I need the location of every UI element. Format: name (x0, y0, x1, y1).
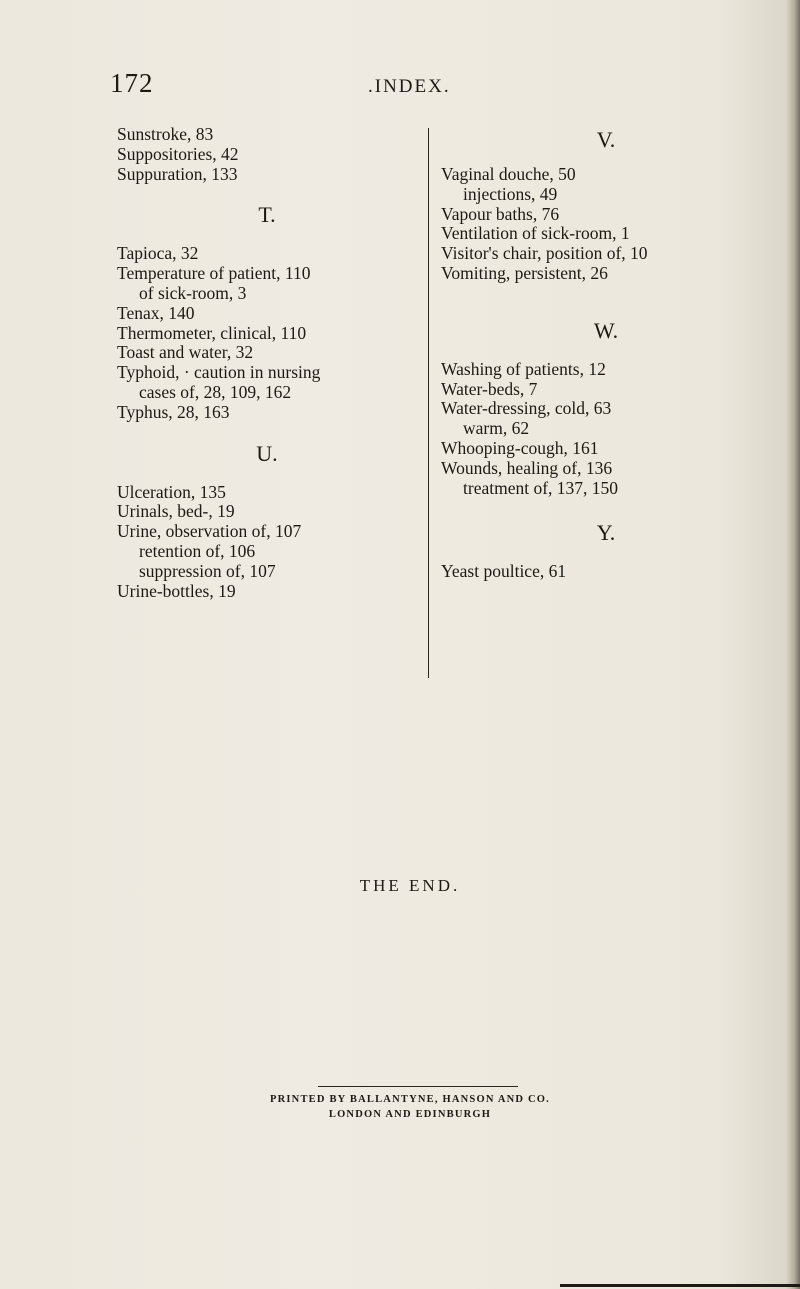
section-w (441, 360, 771, 499)
index-entry: Thermometer, clinical, 110 (117, 322, 307, 343)
index-entry: Typhus, 28, 163 (117, 401, 230, 422)
index-subentry: retention of, 106 (139, 540, 256, 561)
index-entry: Toast and water, 32 (117, 342, 254, 363)
index-entry: Urinals, bed-, 19 (117, 501, 235, 522)
section-s (117, 125, 417, 184)
index-column-right (441, 125, 771, 582)
index-entry: Vomiting, persistent, 26 (441, 262, 608, 283)
running-head: .INDEX. (368, 76, 451, 97)
index-entry: Sunstroke, 83 (117, 124, 214, 144)
index-entry: Washing of patients, 12 (441, 358, 606, 379)
index-entry: Whooping-cough, 161 (441, 437, 599, 458)
section-letter-y: Y. (596, 520, 616, 546)
index-entry: Urine, observation of, 107 (117, 521, 302, 542)
section-v (441, 165, 771, 284)
index-entry: Tapioca, 32 (117, 243, 199, 264)
index-subentry: suppression of, 107 (139, 560, 276, 581)
index-entry: Water-beds, 7 (441, 378, 538, 399)
index-entry: Ventilation of sick-room, 1 (441, 223, 630, 244)
index-entry: Yeast poultice, 61 (441, 561, 567, 582)
index-entry: Tenax, 140 (117, 302, 195, 323)
index-entry: Urine-bottles, 19 (117, 580, 236, 601)
closing-text: THE END. (359, 876, 461, 895)
section-y (441, 562, 771, 582)
index-entry: Typhoid, · caution in nursing (117, 362, 321, 383)
index-entry: Wounds, healing of, 136 (441, 457, 613, 478)
index-entry: Vapour baths, 76 (441, 203, 560, 224)
section-letter-t: T. (258, 202, 276, 228)
column-divider (428, 128, 429, 678)
section-letter-u: U. (256, 440, 278, 466)
index-subentry: of sick-room, 3 (139, 282, 247, 303)
section-t (117, 244, 417, 422)
index-entry: Suppuration, 133 (117, 163, 238, 184)
bottom-edge-rule (560, 1284, 800, 1287)
printer-imprint (0, 1092, 800, 1122)
index-entry: Ulceration, 135 (117, 481, 226, 502)
page-number: 172 (110, 68, 154, 98)
index-column-left (117, 125, 417, 601)
index-subentry: injections, 49 (463, 183, 558, 204)
index-entry: Suppositories, 42 (117, 143, 239, 164)
imprint-line-1: PRINTED BY BALLANTYNE, HANSON AND CO. (270, 1094, 550, 1105)
index-subentry: warm, 62 (463, 418, 530, 439)
imprint-line-2: LONDON AND EDINBURGH (328, 1109, 492, 1120)
imprint-rule (318, 1086, 518, 1087)
index-subentry: cases of, 28, 109, 162 (139, 381, 292, 402)
section-u (117, 483, 417, 602)
section-letter-v: V. (596, 127, 616, 152)
index-entry: Water-dressing, cold, 63 (441, 398, 612, 419)
index-entry: Visitor's chair, position of, 10 (441, 243, 648, 264)
index-entry: Vaginal douche, 50 (441, 164, 576, 184)
page-header (110, 68, 710, 108)
section-letter-w: W. (593, 317, 619, 343)
index-entry: Temperature of patient, 110 (117, 263, 311, 284)
index-subentry: treatment of, 137, 150 (463, 477, 619, 498)
